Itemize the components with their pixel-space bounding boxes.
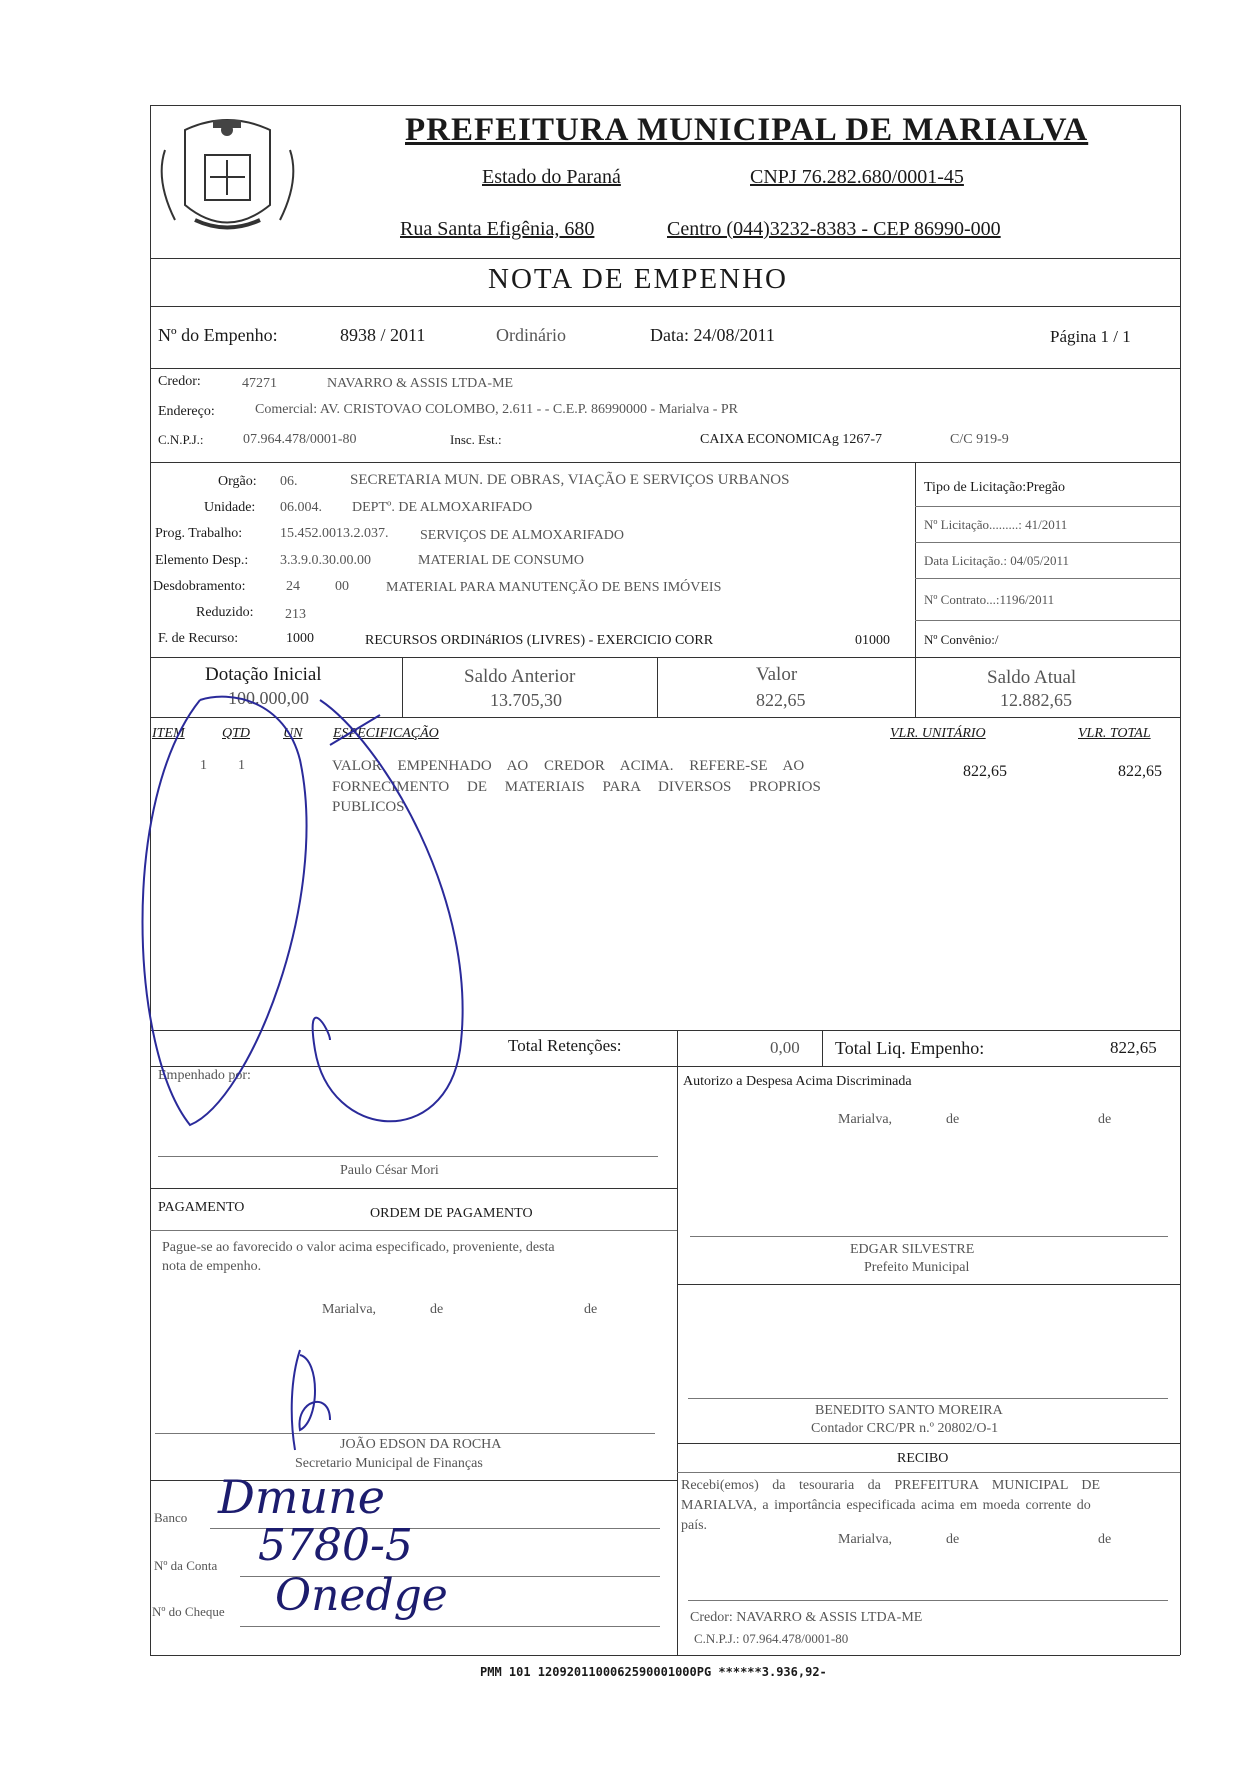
cnpj-label: C.N.P.J.:	[158, 432, 204, 447]
cheque-value[interactable]: Onedge	[275, 1570, 448, 1621]
empenho-pagina: Página 1 / 1	[1050, 327, 1131, 346]
orgao-code: 06.	[280, 474, 298, 489]
recibo-title: RECIBO	[897, 1451, 949, 1466]
recibo-city: Marialva,	[838, 1532, 893, 1547]
ordem-pagamento-label: ORDEM DE PAGAMENTO	[370, 1206, 533, 1221]
item-number: 1	[200, 758, 207, 773]
endereco-label: Endereço:	[158, 404, 215, 419]
unidade-code: 06.004.	[280, 500, 322, 515]
recurso-code: 1000	[286, 631, 314, 646]
page-header-title: PREFEITURA MUNICIPAL DE MARIALVA	[405, 112, 1089, 148]
autorizo-de-2: de	[1098, 1112, 1112, 1127]
reduzido-label: Reduzido:	[196, 605, 254, 620]
elemento-name: MATERIAL DE CONSUMO	[418, 553, 584, 568]
col-especificacao: ESPECIFICAÇÃO	[333, 726, 439, 741]
autorizo-city: Marialva,	[838, 1112, 893, 1127]
dotacao-label: Dotação Inicial	[205, 664, 322, 685]
col-un: UN	[283, 726, 303, 741]
secretario-name: JOÃO EDSON DA ROCHA	[340, 1437, 502, 1452]
credor-label: Credor:	[158, 374, 201, 389]
autorizo-de-1: de	[946, 1112, 960, 1127]
saldo-atual-value: 12.882,65	[1000, 690, 1072, 710]
pagamento-de-2: de	[584, 1302, 598, 1317]
prog-label: Prog. Trabalho:	[155, 526, 243, 541]
empenho-label: Nº do Empenho:	[158, 325, 278, 345]
saldo-anterior-value: 13.705,30	[490, 690, 562, 710]
pagamento-de-1: de	[430, 1302, 444, 1317]
recurso-num: 01000	[855, 633, 890, 648]
autorizo-label: Autorizo a Despesa Acima Discriminada	[683, 1074, 912, 1089]
saldo-atual-label: Saldo Atual	[987, 667, 1077, 688]
item-spec-line2: FORNECIMENTO DE MATERIAIS PARA DIVERSOS PROPRIOS	[332, 779, 821, 795]
item-spec-line1: VALOR EMPENHADO AO CREDOR ACIMA. REFERE-SE AO	[332, 758, 805, 774]
empenho-tipo: Ordinário	[496, 325, 566, 345]
total-liquido-label: Total Liq. Empenho:	[835, 1038, 985, 1058]
recurso-label: F. de Recurso:	[158, 631, 239, 646]
pen-loop-mark	[313, 700, 463, 1121]
credor-code: 47271	[242, 376, 277, 391]
unidade-name: DEPTº. DE ALMOXARIFADO	[352, 500, 533, 515]
credor-cc: C/C 919-9	[950, 432, 1009, 447]
credor-endereco: Comercial: AV. CRISTOVAO COLOMBO, 2.611 - - C.E.P. 86990000 - Marialva - PR	[255, 402, 739, 417]
prefeito-role: Prefeito Municipal	[864, 1260, 970, 1275]
cheque-label: Nº do Cheque	[152, 1604, 225, 1619]
valor-value: 822,65	[756, 690, 806, 710]
header-estado: Estado do Paraná	[482, 166, 621, 188]
dotacao-value: 100.000,00	[228, 688, 309, 708]
banco-label: Banco	[154, 1510, 188, 1525]
elemento-code: 3.3.9.0.30.00.00	[280, 553, 371, 568]
recibo-credor: Credor: NAVARRO & ASSIS LTDA-ME	[690, 1610, 923, 1625]
col-qtd: QTD	[222, 726, 251, 741]
prog-code: 15.452.0013.2.037.	[280, 526, 389, 541]
licitacao-tipo: Tipo de Licitação:Pregão	[924, 480, 1066, 495]
empenho-number: 8938 / 2011	[340, 325, 426, 345]
credor-banco: CAIXA ECONOMICAg 1267-7	[700, 432, 882, 447]
unidade-label: Unidade:	[204, 500, 256, 515]
recurso-name: RECURSOS ORDINáRIOS (LIVRES) - EXERCICIO CORR	[365, 633, 714, 648]
valor-label: Valor	[756, 664, 798, 685]
conta-label: Nº da Conta	[154, 1558, 218, 1573]
empenhado-name: Paulo César Mori	[340, 1163, 439, 1178]
reduzido-value: 213	[285, 607, 306, 622]
total-retencoes-label: Total Retenções:	[508, 1036, 622, 1055]
desdobramento-name: MATERIAL PARA MANUTENÇÃO DE BENS IMÓVEIS	[386, 580, 722, 595]
credor-name: NAVARRO & ASSIS LTDA-ME	[327, 376, 514, 391]
recibo-text-3: país.	[681, 1518, 708, 1533]
header-contact: Centro (044)3232-8383 - CEP 86990-000	[667, 218, 1001, 240]
total-retencoes-value: 0,00	[770, 1038, 800, 1057]
desdobramento-code: 24	[286, 579, 300, 594]
licitacao-numero: Nº Licitação.........: 41/2011	[924, 517, 1068, 532]
insc-est-label: Insc. Est.:	[450, 432, 502, 447]
licitacao-convenio: Nº Convênio:/	[924, 632, 999, 647]
pagamento-text-2: nota de empenho.	[162, 1259, 262, 1274]
empenho-data: Data: 24/08/2011	[650, 325, 775, 345]
item-vlr-total: 822,65	[1118, 763, 1162, 780]
licitacao-data: Data Licitação.: 04/05/2011	[924, 553, 1069, 568]
contador-name: BENEDITO SANTO MOREIRA	[815, 1403, 1003, 1418]
total-liquido-value: 822,65	[1110, 1038, 1157, 1057]
pen-stroke-mark	[330, 715, 380, 745]
recibo-de-1: de	[946, 1532, 960, 1547]
header-cnpj: CNPJ 76.282.680/0001-45	[750, 166, 964, 188]
pagamento-city: Marialva,	[322, 1302, 377, 1317]
pagamento-text-1: Pague-se ao favorecido o valor acima especificado, proveniente, desta	[162, 1240, 555, 1255]
desdobramento-sub: 00	[335, 579, 349, 594]
recibo-text-2: MARIALVA, a importância especificada acima em moeda corrente do	[681, 1498, 1091, 1513]
item-qtd: 1	[238, 758, 245, 773]
contador-role: Contador CRC/PR n.º 20802/O-1	[811, 1421, 999, 1436]
recibo-de-2: de	[1098, 1532, 1112, 1547]
prog-name: SERVIÇOS DE ALMOXARIFADO	[420, 528, 624, 543]
banco-value[interactable]: Dmune	[218, 1470, 385, 1524]
recibo-cnpj: C.N.P.J.: 07.964.478/0001-80	[694, 1631, 849, 1646]
prefeito-name: EDGAR SILVESTRE	[850, 1242, 975, 1257]
desdobramento-label: Desdobramento:	[153, 579, 246, 594]
credor-cnpj: 07.964.478/0001-80	[243, 432, 357, 447]
item-vlr-unitario: 822,65	[963, 763, 1007, 780]
col-vlr-unitario: VLR. UNITÁRIO	[890, 726, 986, 741]
header-address: Rua Santa Efigênia, 680	[400, 218, 595, 240]
secretario-role: Secretario Municipal de Finanças	[295, 1456, 483, 1471]
col-vlr-total: VLR. TOTAL	[1078, 726, 1151, 741]
licitacao-contrato: Nº Contrato...:1196/2011	[924, 592, 1055, 607]
orgao-name: SECRETARIA MUN. DE OBRAS, VIAÇÃO E SERVIÇOS URBANOS	[350, 472, 790, 488]
empenhado-label: Empenhado por:	[158, 1068, 251, 1083]
pen-oval-mark	[143, 697, 307, 1125]
saldo-anterior-label: Saldo Anterior	[464, 666, 576, 687]
secretario-signature	[292, 1350, 330, 1450]
recibo-text-1: Recebi(emos) da tesouraria da PREFEITURA MUNICIPAL DE	[681, 1478, 1101, 1493]
pagamento-label: PAGAMENTO	[158, 1200, 245, 1215]
col-item: ITEM	[152, 726, 185, 741]
conta-value[interactable]: 5780-5	[258, 1520, 413, 1571]
elemento-label: Elemento Desp.:	[155, 553, 249, 568]
document-title: NOTA DE EMPENHO	[488, 263, 788, 295]
orgao-label: Orgão:	[218, 474, 257, 489]
footer-autenticacao-code: PMM 101 1209201100062590001000PG ******3.936,92-	[480, 1665, 827, 1679]
item-spec-line3: PUBLICOS	[332, 799, 405, 815]
